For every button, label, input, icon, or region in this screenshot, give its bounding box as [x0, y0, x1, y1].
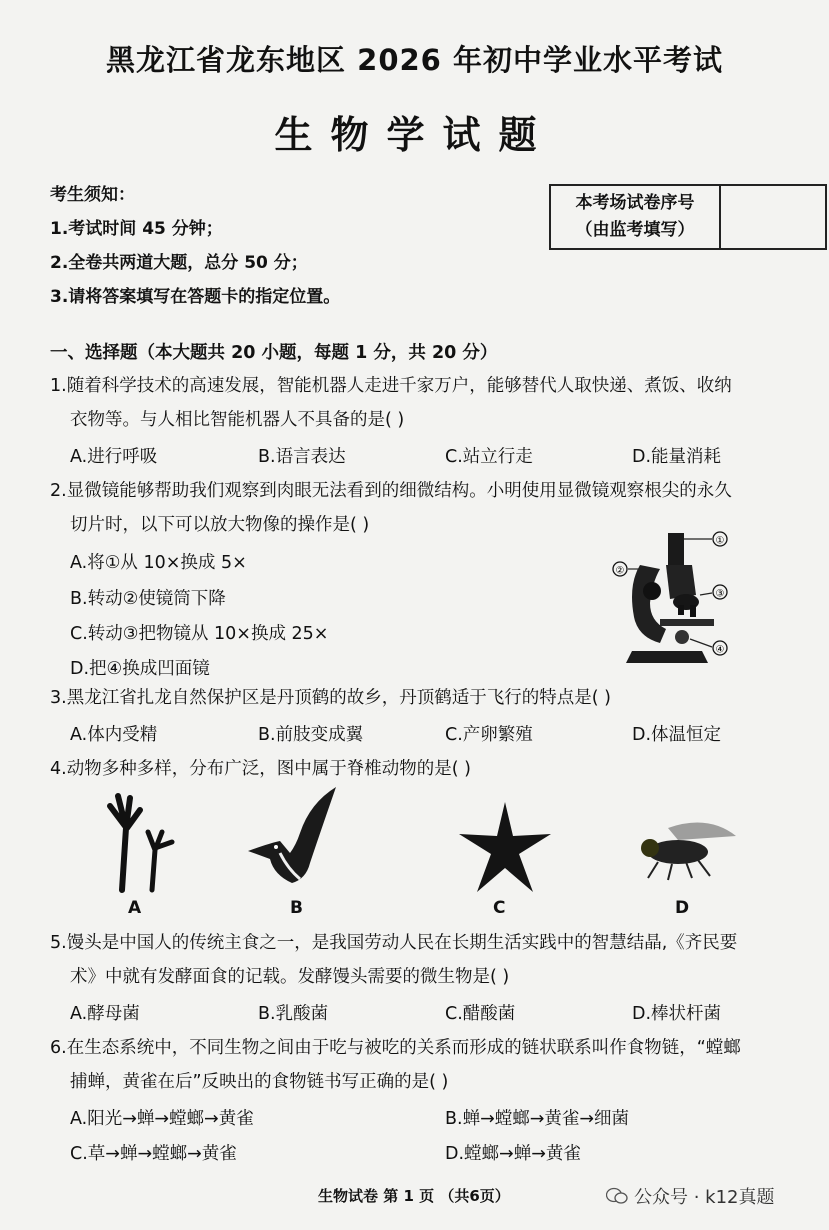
- subject-title: 生物学试题: [274, 113, 555, 157]
- microscope-arm: [632, 565, 666, 643]
- question-3-option-a[interactable]: A.体内受精: [70, 725, 158, 745]
- question-6-line-2: 捕蝉，黄雀在后”反映出的食物链书写正确的是( ): [70, 1072, 449, 1092]
- seat-number-label: 本考场试卷序号 （由监考填写）: [551, 186, 721, 248]
- question-2-option-d[interactable]: D.把④换成凹面镜: [70, 659, 210, 679]
- notice-item: 3.请将答案填写在答题卡的指定位置。: [50, 287, 341, 307]
- figure-label: ④: [715, 644, 725, 656]
- question-6-option-d[interactable]: D.螳螂→蝉→黄雀: [445, 1144, 581, 1164]
- question-1-line-2: 衣物等。与人相比智能机器人不具备的是( ): [70, 410, 405, 430]
- microscope-figure: [600, 525, 760, 670]
- question-6-option-c[interactable]: C.草→蝉→螳螂→黄雀: [70, 1144, 237, 1164]
- notice-item: 1.考试时间 45 分钟；: [50, 219, 223, 239]
- watermark: [606, 1183, 775, 1209]
- question-5-option-c[interactable]: C.醋酸菌: [445, 1004, 516, 1024]
- notice-heading: 考生须知：: [50, 185, 135, 205]
- question-3-option-c[interactable]: C.产卵繁殖: [445, 725, 533, 745]
- question-5-option-d[interactable]: D.棒状杆菌: [632, 1004, 722, 1024]
- question-2-line-1: 2.显微镜能够帮助我们观察到肉眼无法看到的细微结构。小明使用显微镜观察根尖的永久: [50, 481, 732, 501]
- figure-label-b: B: [290, 898, 303, 918]
- question-1-line-1: 1.随着科学技术的高速发展，智能机器人走进千家万户，能够替代人取快递、煮饭、收纳: [50, 376, 732, 396]
- figure-label-d: D: [675, 898, 690, 918]
- wechat-icon: [606, 1187, 628, 1205]
- seagull-figure: [240, 783, 345, 893]
- question-6-line-1: 6.在生态系统中，不同生物之间由于吃与被吃的关系而形成的链状联系叫作食物链，“螳螂: [50, 1038, 741, 1058]
- figure-label-c: C: [493, 898, 506, 918]
- question-3-line-1: 3.黑龙江省扎龙自然保护区是丹顶鹤的故乡，丹顶鹤适于飞行的特点是( ): [50, 688, 611, 708]
- starfish-figure: [455, 798, 555, 896]
- lens-tube: [666, 565, 696, 599]
- seat-number-box: [549, 184, 827, 250]
- microscope-base: [626, 651, 708, 663]
- seat-number-blank[interactable]: [721, 186, 825, 248]
- question-4-line-1: 4.动物多种多样，分布广泛，图中属于脊椎动物的是( ): [50, 759, 471, 779]
- notice-item: 2.全卷共两道大题，总分 50 分；: [50, 253, 308, 273]
- question-1-option-d[interactable]: D.能量消耗: [632, 447, 722, 467]
- coarse-focus: [643, 582, 661, 600]
- question-5-line-1: 5.馒头是中国人的传统主食之一，是我国劳动人民在长期生活实践中的智慧结晶,《齐民要: [50, 933, 738, 953]
- figure-label: ②: [615, 565, 625, 577]
- figure-label-a: A: [128, 898, 142, 918]
- question-3-option-d[interactable]: D.体温恒定: [632, 725, 722, 745]
- question-2-option-a[interactable]: A.将①从 10×换成 5×: [70, 553, 247, 573]
- eyepiece: [668, 533, 684, 565]
- question-1-option-b[interactable]: B.语言表达: [258, 447, 346, 467]
- question-5-line-2: 术》中就有发酵面食的记载。发酵馒头需要的微生物是( ): [70, 967, 510, 987]
- question-2-option-b[interactable]: B.转动②使镜筒下降: [70, 589, 226, 609]
- hydra-figure: [100, 788, 190, 898]
- question-2-option-c[interactable]: C.转动③把物镜从 10×换成 25×: [70, 624, 329, 644]
- fly-figure: [628, 818, 743, 883]
- question-6-option-a[interactable]: A.阳光→蝉→螳螂→黄雀: [70, 1109, 254, 1129]
- question-3-option-b[interactable]: B.前肢变成翼: [258, 725, 364, 745]
- mirror: [675, 630, 689, 644]
- question-1-option-a[interactable]: A.进行呼吸: [70, 447, 158, 467]
- figure-label: ①: [715, 535, 725, 547]
- question-6-option-b[interactable]: B.蝉→螳螂→黄雀→细菌: [445, 1109, 630, 1129]
- question-1-option-c[interactable]: C.站立行走: [445, 447, 533, 467]
- section-heading: 一、选择题（本大题共 20 小题，每题 1 分，共 20 分）: [50, 343, 498, 363]
- page-footer: 生物试卷 第 1 页 （共6页）: [318, 1187, 510, 1205]
- stage: [660, 619, 714, 626]
- figure-label: ③: [715, 588, 725, 600]
- question-5-option-b[interactable]: B.乳酸菌: [258, 1004, 329, 1024]
- question-2-line-2: 切片时，以下可以放大物像的操作是( ): [70, 515, 370, 535]
- exam-title: 黑龙江省龙东地区 2026 年初中学业水平考试: [106, 43, 723, 77]
- watermark-text: 公众号 · k12真题: [634, 1187, 775, 1208]
- exam-notice: [50, 178, 340, 314]
- question-5-option-a[interactable]: A.酵母菌: [70, 1004, 140, 1024]
